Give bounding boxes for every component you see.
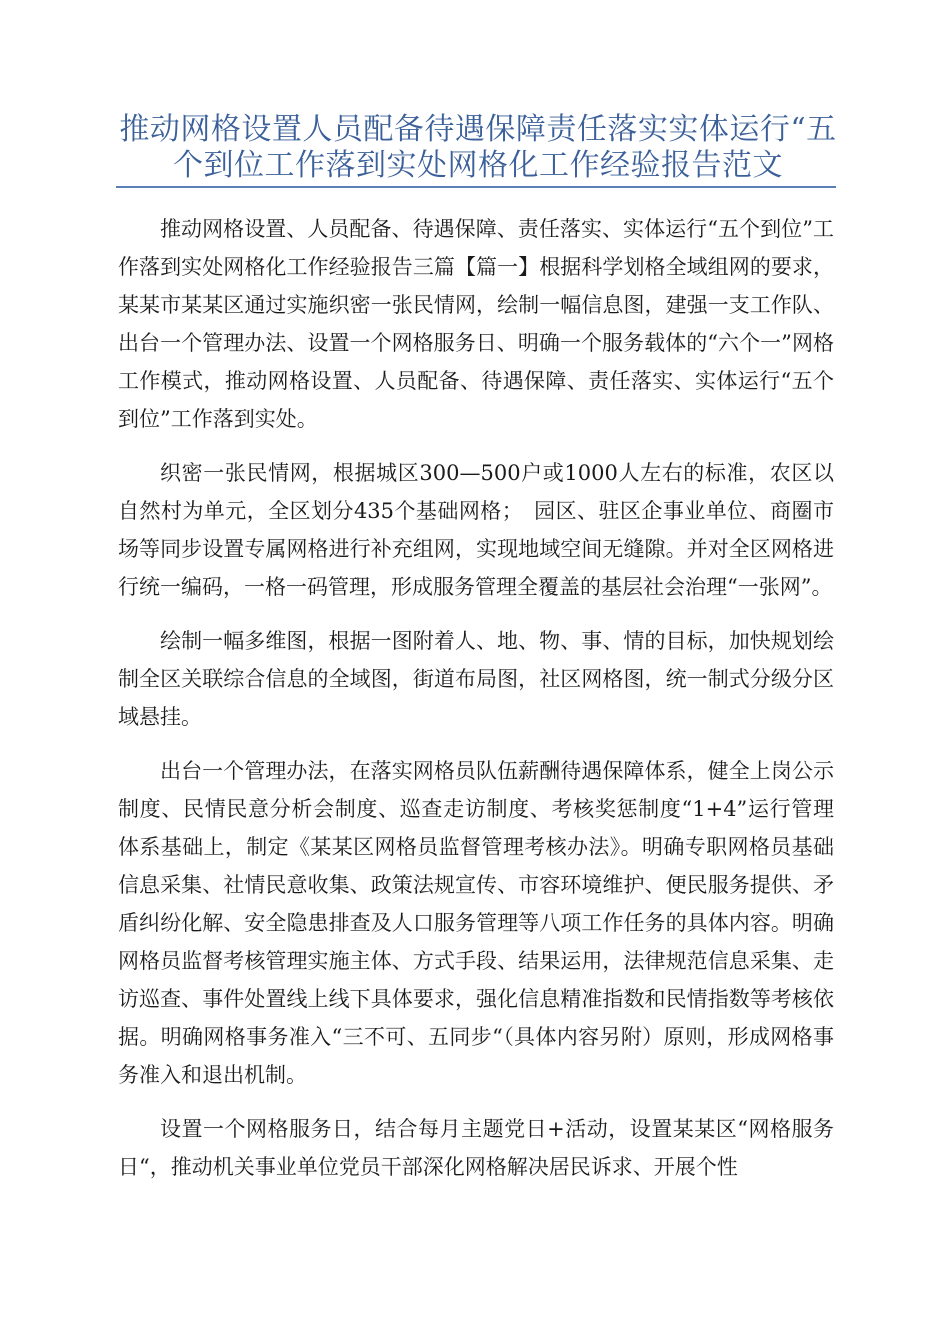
document-body [118, 210, 834, 1202]
title-underline [116, 186, 836, 188]
document-title: 推动网格设置人员配备待遇保障责任落实实体运行“五个到位工作落到实处网格化工作经验报告范文 [119, 112, 837, 183]
paragraph: 推动网格设置、人员配备、待遇保障、责任落实、实体运行“五个到位”工作落到实处网格化工作经验报告三篇【篇一】根据科学划格全域组网的要求，某某市某某区通过实施织密一张民情网，绘制一幅信息图，建强一支工作队、出台一个管理办法、设置一个网格服务日、明确一个服务载体的“六个一”网格工作模式，推动网格设置、人员配备、待遇保障、责任落实、实体运行“五个到位”工作落到实处。 [118, 217, 834, 431]
paragraph: 设置一个网格服务日，结合每月主题党日+活动，设置某某区“网格服务日“，推动机关事业单位党员干部深化网格解决居民诉求、开展个性 [118, 1117, 834, 1179]
paragraph: 出台一个管理办法，在落实网格员队伍薪酬待遇保障体系，健全上岗公示制度、民情民意分析会制度、巡查走访制度、考核奖惩制度“1+4”运行管理体系基础上，制定《某某区网格员监督管理考核办法》。明确专职网格员基础信息采集、社情民意收集、政策法规宣传、市容环境维护、便民服务提供、矛盾纠纷化解、安全隐患排查及人口服务管理等八项工作任务的具体内容。明确网格员监督考核管理实施主体、方式手段、结果运用，法律规范信息采集、走访巡查、事件处置线上线下具体要求，强化信息精准指数和民情指数等考核依据。明确网格事务准入“三不可、五同步“（具体内容另附）原则，形成网格事务准入和退出机制。 [118, 759, 834, 1087]
paragraph: 织密一张民情网，根据城区300—500户或1000人左右的标准，农区以自然村为单元，全区划分435个基础网格； 园区、驻区企事业单位、商圈市场等同步设置专属网格进行补充组网，实现地域空间无缝隙。并对全区网格进行统一编码，一格一码管理，形成服务管理全覆盖的基层社会治理“一张网”。 [118, 461, 834, 599]
paragraph: 绘制一幅多维图，根据一图附着人、地、物、事、情的目标，加快规划绘制全区关联综合信息的全域图，街道布局图，社区网格图，统一制式分级分区域悬挂。 [118, 629, 834, 729]
